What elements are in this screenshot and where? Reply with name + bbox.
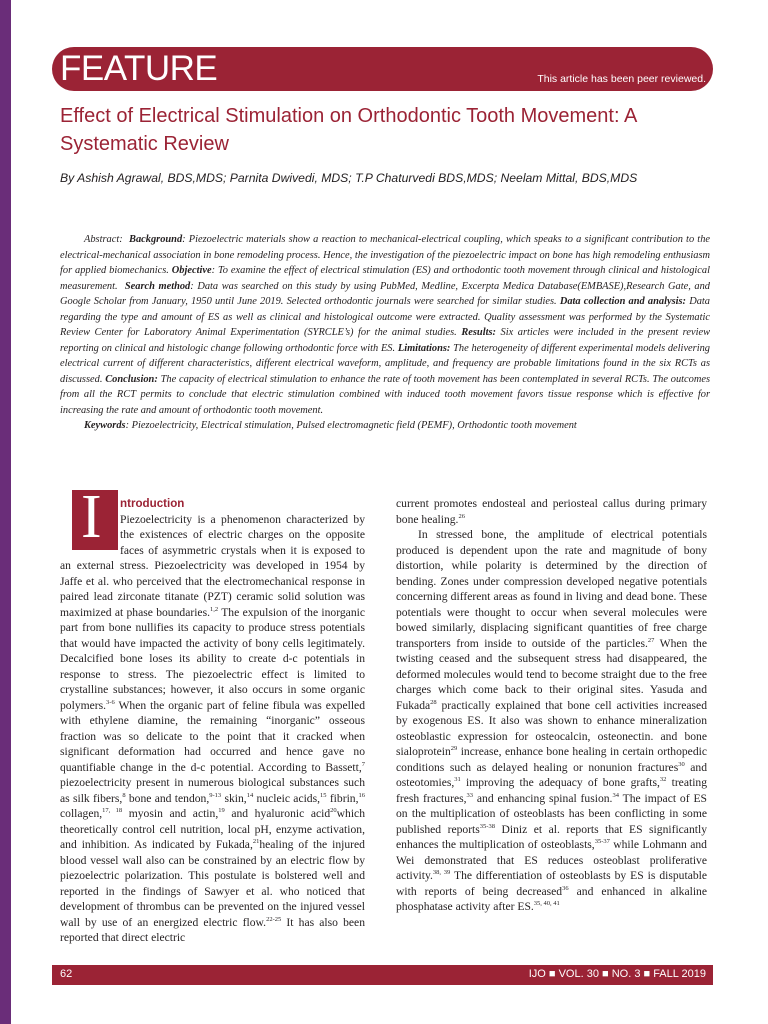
body-column-right <box>396 496 707 915</box>
limitations-label: Limitations: <box>397 342 451 354</box>
search-method-label: Search method <box>124 280 191 292</box>
abstract <box>60 232 710 434</box>
conclusion-text: The capacity of electrical stimulation to enhance the rate of tooth movement has been contemplated in several RCTs. The outcomes from all the RCT permits to conclude that electric stimulation combined with induced tooth movement favors tissue response which is effective for increasing the rate and amount of orthodontic tooth movement. <box>60 373 710 416</box>
left-edge-bar <box>0 0 11 1024</box>
search-method-text: : Data was searched on this study by using PubMed, Medline, Excerpta Medica Database(EMBASE),Research Gate, and Google Scholar from January, 1950 until June 2019. Selected orthodontic journals were searched for similar studies. <box>60 280 710 307</box>
abstract-label: Abstract: <box>84 234 123 245</box>
keywords-text: : Piezoelectricity, Electrical stimulation, Pulsed electromagnetic field (PEMF), Orthodontic tooth movement <box>125 420 577 431</box>
body-paragraph: In stressed bone, the amplitude of electrical potentials produced is dependent upon the rate and magnitude of bony distortion, while polarity is determined by the direction of bending. Zones under compression developed negative potentials concerning different areas as found in living and dead bone. These potentials were thought to occur when several molecules were bowed similarly, displacing significant quantities of free charge transporters from inside to outside of the particles.$^{27}$ When the twisting ceased and the subsequent stress had disappeared, the deformed molecules would tend to become straight due to the free charges which come back to their original sites. Yasuda and Fukada$^{28}$ practically explained that bone cell activities increased by exogenous ES. It also was shown to enhance mineralization osteoblastic expression for osteocalcin, osteonectin. and bone sialoprotein$^{29}$ increase, enhance bone healing in certain orthopedic conditions such as delayed healing or nonunion fractures$^{30}$ and osteotomies,$^{31}$ improving the adequacy of bone grafts,$^{32}$ treating fresh fractures,$^{33}$ and enhancing spinal fusion.$^{34}$ The impact of ES on the multiplication of osteoblasts has been conflicting in some published reports$^{35-38}$ Diniz et al. reports that ES significantly enhances the multiplication of osteoblasts,$^{35-37}$ while Lohmann and Wei demonstrated that ES reduces osteoblast proliferative activity.$^{38, 39}$ The differentiation of osteoblasts by ES is disputable with reports of being decreased$^{36}$ and enhanced in alkaline phosphatase activity after ES.$^{35, 40, 41}$ <box>396 528 708 913</box>
page-number: 62 <box>60 968 73 980</box>
objective-label: Objective <box>171 265 212 276</box>
keywords <box>60 418 710 434</box>
peer-review-note: This article has been peer reviewed. <box>537 73 706 85</box>
drop-cap-letter: I <box>81 483 102 551</box>
background-text: : Piezoelectric materials show a reaction to mechanical-electrical coupling, which speaks to a significant contribution to the electrical-mechanical association in bone remodeling process. Hence, the investigation of the piezoelectric impact on bone has high remodeling enthusiasm for applied biomechanics. <box>60 234 711 276</box>
objective-text: : To examine the effect of electrical stimulation (ES) and orthodontic tooth movement through clinical and histological measurement. <box>60 265 710 292</box>
background-label: Background <box>129 234 183 245</box>
data-collection-label: Data collection and analysis: <box>559 296 687 307</box>
introduction-heading: ntroduction <box>120 497 185 510</box>
results-text: Six articles were included in the present review reporting on clinical and histologic change following orthodontic force with ES. <box>60 327 710 354</box>
body-paragraph: current promotes endosteal and periosteal callus during primary bone healing.$^{26}$ <box>396 497 707 526</box>
body-text-left: Piezoelectricity is a phenomenon characterized by the existences of electric charges on the opposite faces of asymmetric crystals when it is exposed to an external stress. Piezoelectricity was developed in 1954 by Jaffe et al. who perceived that the electromechanical response in paired lead zirconate titanate (PZT) ceramic solid solution was maximized at phase boundaries.$^{1,2}$ The expulsion of the inorganic part from bone nullifies its capacity to produce stress potentials that would have impacted the activity of bony cells legitimately. Decalcified bone loses its ability to create d-c potentials in response to stress. The piezoelectric effect is limited to crystalline substances; however, it also occurs in some organic polymers.$^{3-6}$ When the organic part of feline fibula was expelled with ethylene diamine, the remaining “inorganic” osseous fraction was so delicate to the point that it cracked when significant deformation had occurred and hence gave no quantifiable change in the d-c potential. According to Bassett,$^7$ piezoelectricity present in numerous biological substances such as silk fibers,$^8$ bone and tendon,$^{9-13}$ skin,$^{14}$ nucleic acids,$^{15}$ fibrin,$^{16}$ collagen,$^{17, 18}$ myosin and actin,$^{19}$ and hyaluronic acid$^{20}$which theoretically control cell nutrition, local pH, enzyme activation, and inhibition. As indicated by Fukada,$^{21}$healing of the injured blood vessel wall also can be constrained by an electric flow by piezoelectric polarization. This postulate is bolstered well and reported in the findings of Sawyer et al. who noticed that development of thrombus can be prevented on the injured vessel wall by use of an energized electric flow.$^{22-25}$ It has also been reported that direct electric <box>60 512 366 944</box>
limitations-text: The heterogeneity of different experimental models delivering electrical current of different characteristics, different electrical waveform, amplitude, and frequency are probable limitations found in the six RCTs as discussed. <box>60 342 710 385</box>
results-label: Results: <box>461 327 496 338</box>
body-column-left <box>60 496 365 946</box>
section-label: FEATURE <box>60 49 218 88</box>
byline: By Ashish Agrawal, BDS,MDS; Parnita Dwivedi, MDS; T.P Chaturvedi BDS,MDS; Neelam Mittal, BDS,MDS <box>60 171 638 185</box>
conclusion-label: Conclusion: <box>105 373 158 385</box>
data-collection-text: Data regarding the type and amount of ES as well as clinical and histological outcome were extracted. Quality assessment was performed by the Systematic Review Center for Laboratory Animal Experimentation (SYRCLE’s) for the animal studies. <box>60 296 710 338</box>
keywords-label: Keywords <box>84 420 126 431</box>
journal-info: IJO ■ VOL. 30 ■ NO. 3 ■ FALL 2019 <box>528 968 706 980</box>
article-title: Effect of Electrical Stimulation on Orthodontic Tooth Movement: A Systematic Review <box>60 105 637 155</box>
